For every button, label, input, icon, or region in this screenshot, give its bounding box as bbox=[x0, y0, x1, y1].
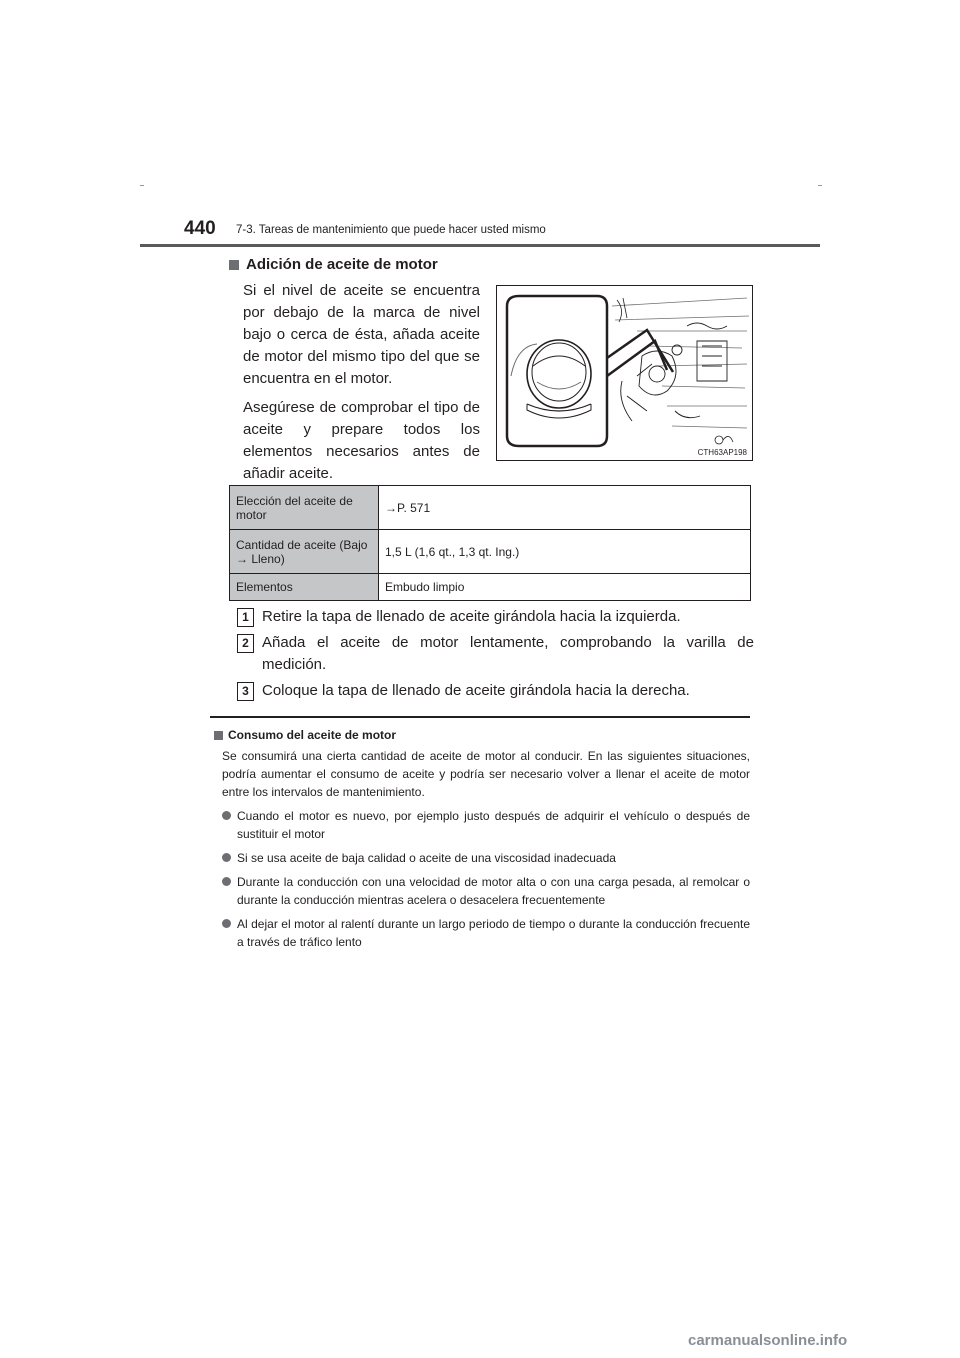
notes-section bbox=[214, 726, 750, 957]
step-1 bbox=[237, 606, 754, 628]
bullet-dot-icon bbox=[222, 853, 231, 862]
step-text: Coloque la tapa de llenado de aceite girándola hacia la derecha. bbox=[262, 682, 690, 699]
table-label: Cantidad de aceite (Bajo → Lleno) bbox=[230, 530, 379, 574]
table-row bbox=[230, 530, 751, 574]
table-row bbox=[230, 486, 751, 530]
intro-paragraph-1: Si el nivel de aceite se encuentra por debajo de la marca de nivel bajo o cerca de ésta, añada aceite de motor del mismo tipo del que se encuentra en el motor. bbox=[243, 282, 480, 387]
step-number: 3 bbox=[237, 682, 254, 701]
square-bullet-icon bbox=[229, 260, 239, 270]
crop-mark-left bbox=[140, 185, 144, 186]
intro-text bbox=[243, 280, 480, 492]
oil-filler-cap-illustration bbox=[497, 286, 752, 460]
notes-heading-text: Consumo del aceite de motor bbox=[228, 728, 397, 742]
notes-body: Se consumirá una cierta cantidad de aceite de motor al conducir. En las siguientes situaciones, podría aumentar el consumo de aceite y podría ser necesario volver a llenar el aceite de motor entre los intervalos de mantenimiento. bbox=[222, 749, 750, 799]
notes-heading bbox=[214, 726, 750, 744]
section-heading-text: Adición de aceite de motor bbox=[246, 256, 438, 273]
step-3 bbox=[237, 680, 754, 702]
list-item-text: Cuando el motor es nuevo, por ejemplo justo después de adquirir el vehículo o después de sustituir el motor bbox=[237, 809, 750, 841]
bullet-dot-icon bbox=[222, 919, 231, 928]
table-value: →P. 571 bbox=[379, 486, 751, 530]
page-number: 440 bbox=[184, 218, 216, 239]
list-item-text: Durante la conducción con una velocidad de motor alta o con una carga pesada, al remolcar o durante la conducción mientras acelera o desacelera frecuentemente bbox=[237, 875, 750, 907]
bullet-dot-icon bbox=[222, 877, 231, 886]
bullet-dot-icon bbox=[222, 811, 231, 820]
list-item bbox=[214, 849, 750, 867]
notes-divider bbox=[210, 716, 750, 718]
crop-mark-right bbox=[818, 185, 822, 186]
watermark: carmanualsonline.info bbox=[688, 1332, 848, 1349]
table-label: Elementos bbox=[230, 574, 379, 601]
table-label: Elección del aceite de motor bbox=[230, 486, 379, 530]
step-text: Añada el aceite de motor lentamente, comprobando la varilla de medición. bbox=[262, 634, 754, 673]
section-title: 7-3. Tareas de mantenimiento que puede hacer usted mismo bbox=[236, 224, 546, 236]
list-item-text: Si se usa aceite de baja calidad o aceite de una viscosidad inadecuada bbox=[237, 851, 616, 865]
step-2 bbox=[237, 632, 754, 676]
figure-code: CTH63AP198 bbox=[697, 448, 747, 457]
list-item bbox=[214, 915, 750, 951]
header-divider bbox=[140, 244, 820, 247]
table-value: 1,5 L (1,6 qt., 1,3 qt. Ing.) bbox=[379, 530, 751, 574]
oil-specification-table bbox=[229, 485, 751, 601]
list-item bbox=[214, 873, 750, 909]
engine-illustration bbox=[496, 285, 753, 461]
intro-paragraph-2: Asegúrese de comprobar el tipo de aceite y prepare todos los elementos necesarios antes de añadir aceite. bbox=[243, 399, 480, 482]
list-item bbox=[214, 807, 750, 843]
step-text: Retire la tapa de llenado de aceite girándola hacia la izquierda. bbox=[262, 608, 681, 625]
section-heading bbox=[229, 256, 438, 273]
step-number: 1 bbox=[237, 608, 254, 627]
list-item-text: Al dejar el motor al ralentí durante un largo periodo de tiempo o durante la conducción frecuente a través de tráfico lento bbox=[237, 917, 750, 949]
step-number: 2 bbox=[237, 634, 254, 653]
table-value: Embudo limpio bbox=[379, 574, 751, 601]
table-row bbox=[230, 574, 751, 601]
square-bullet-icon bbox=[214, 731, 223, 740]
